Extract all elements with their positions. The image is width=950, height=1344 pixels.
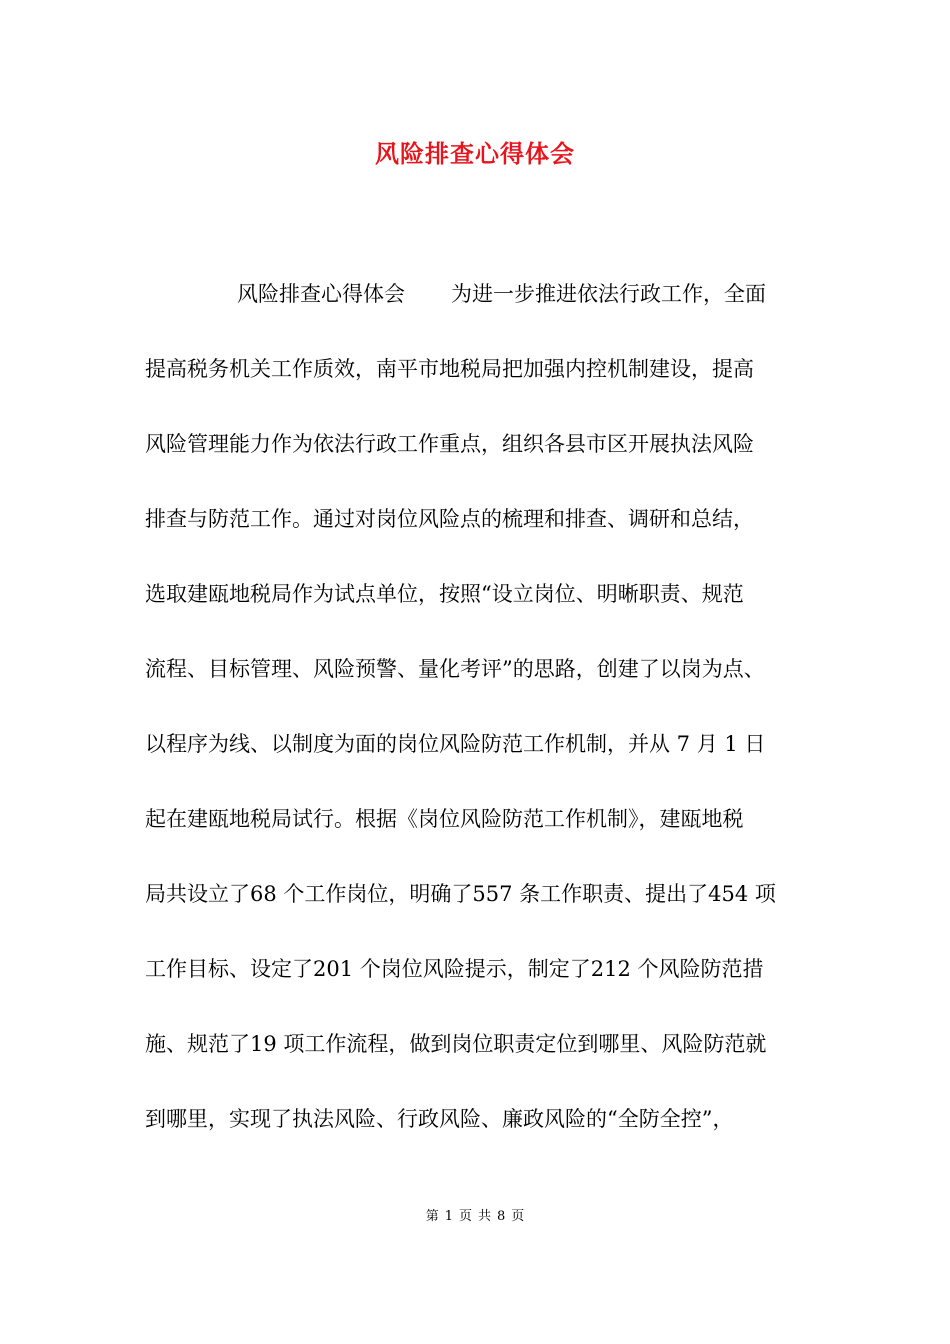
paragraph-line: 风险管理能力作为依法行政工作重点，组织各县市区开展执法风险 xyxy=(145,432,754,456)
paragraph-line: 局共设立了68 个工作岗位，明确了557 条工作职责、提出了454 项 xyxy=(145,882,776,906)
paragraph-line: 排查与防范工作。通过对岗位风险点的梳理和排查、调研和总结， xyxy=(145,507,754,531)
paragraph-line: 提高税务机关工作质效，南平市地税局把加强内控机制建设，提高 xyxy=(145,357,754,381)
footer-total-word: 共 xyxy=(478,1209,492,1224)
line-text: 为进一步推进依法行政工作，全面 xyxy=(451,282,766,306)
paragraph-line xyxy=(237,276,766,312)
footer-prefix: 第 xyxy=(425,1209,439,1224)
paragraph-line: 选取建瓯地税局作为试点单位，按照“设立岗位、明晰职责、规范 xyxy=(145,582,744,606)
paragraph-line: 以程序为线、以制度为面的岗位风险防范工作机制，并从 7 月 1 日 xyxy=(145,732,766,756)
paragraph-line: 起在建瓯地税局试行。根据《岗位风险防范工作机制》，建瓯地税 xyxy=(145,807,744,831)
footer-page-word: 页 xyxy=(458,1209,472,1224)
footer-total-pages: 8 xyxy=(497,1209,506,1224)
footer-suffix: 页 xyxy=(511,1209,525,1224)
inline-heading: 风险排查心得体会 xyxy=(237,282,405,306)
document-title: 风险排查心得体会 xyxy=(375,139,575,168)
paragraph-line: 到哪里，实现了执法风险、行政风险、廉政风险的“全防全控”， xyxy=(145,1107,734,1131)
footer-current-page: 1 xyxy=(444,1209,453,1224)
paragraph-line: 流程、目标管理、风险预警、量化考评”的思路，创建了以岗为点、 xyxy=(145,657,765,681)
paragraph-line: 工作目标、设定了201 个岗位风险提示，制定了212 个风险防范措 xyxy=(145,957,764,981)
paragraph-line: 施、规范了19 项工作流程，做到岗位职责定位到哪里、风险防范就 xyxy=(145,1032,767,1056)
page-number-footer xyxy=(0,1207,950,1227)
